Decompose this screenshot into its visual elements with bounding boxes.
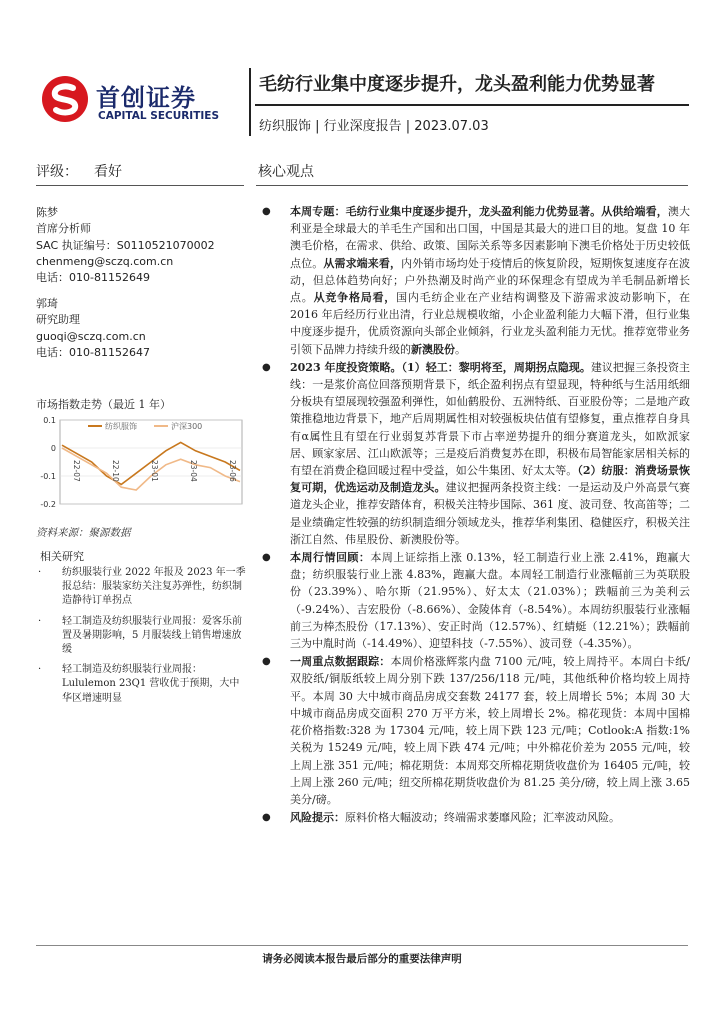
market-chart-title: 市场指数走势（最近 1 年）	[36, 398, 171, 411]
company-logo	[40, 72, 240, 132]
core-point-lead: 本周行情回顾：	[290, 551, 371, 565]
core-point-lead: 本周专题：毛纺行业集中度逐步提升，龙头盈利能力优势显著。从供给端看，	[290, 205, 668, 218]
core-point	[262, 549, 690, 652]
analyst-role: 研究助理	[36, 313, 80, 327]
legend-label: 沪深300	[171, 422, 203, 431]
core-point-text: 建议把握两条投资主线：一是运动及户外高景气赛道龙头企业，推荐安踏体育，积极关注特步国际、361 度、波司登、牧高笛等；二是业绩确定性较强的纺织制造细分领域龙头，推荐华利集团、稳健医疗，积极关注浙江自然、伟星股份、新澳股份等。	[290, 481, 691, 546]
core-point-text: 本周价格涨辉浆内盘 7100 元/吨，较上周持平。本周白卡纸/双胶纸/铜版纸较上周分别下跌 137/256/118 元/吨，其他纸种价格均较上周持平。本周 30 大中城市商品房成交套数 24177 套，较上周增长 5%；本周 30 大中城市商品房成交面积 270 万平方米，较上周增长 2%。棉花现货：本周中国棉花价格指数:328 为 17304 元/吨，较上周下跌 123 元/吨；Cotlook:A 指数:1%关税为 15249 元/吨，较上周下跌 474 元/吨；中外棉花价差为 2055 元/吨，较上周上涨 351 元/吨；棉花期货：本周郑交所棉花期货收盘价为 16405 元/吨，较上周上涨 260 元/吨；纽交所棉花期货收盘价为 81.25 美分/磅，较上周上涨 3.65 美分/磅。	[290, 655, 691, 806]
related-research-item[interactable]: · 轻工制造及纺织服装行业周报：爱客乐前置及暑期影响，5 月服装线上销售增速放缓	[36, 615, 246, 658]
company-name-en: CAPITAL SECURITIES	[98, 110, 220, 122]
core-point-lead: （2）纺服：消费场景恢复可期，优选运动及制造龙头。	[290, 464, 691, 495]
chart-source: 资料来源：聚源数据	[36, 527, 131, 539]
analyst-cert: SAC 执证编号：S0110521070002	[36, 238, 215, 252]
company-name-cn: 首创证券	[96, 84, 196, 112]
core-point-lead: 风险提示：	[290, 811, 345, 825]
company-logo-icon	[40, 74, 90, 124]
report-subtitle: 纺织服饰 | 行业深度报告 | 2023.07.03	[259, 119, 489, 134]
related-research-title: 相关研究	[40, 550, 84, 563]
core-point-lead: 从竞争格局看，	[313, 291, 397, 305]
x-tick-label: 22-07	[72, 460, 81, 482]
section-rule-left	[36, 185, 244, 186]
core-point-text: 国内毛纺企业在产业结构调整及下游需求波动影响下，在 2016 年后经历行业出清，行业总规模收缩，小企业盈利能力大幅下滑，但行业集中度逐步提升，优质资源向头部企业倾斜，行业龙头盈利能力无忧。推荐宽带业务引领下品牌力持续升级的	[290, 291, 691, 356]
core-point	[262, 653, 690, 808]
core-points-list	[262, 203, 690, 827]
core-point-text: 建议把握三条投资主线：一是浆价高位回落预期背景下，纸企盈利拐点有望显现，特种纸与生活用纸细分板块有望展现较强盈利弹性，如仙鹤股份、五洲特纸、百亚股份等；二是地产政策推稳地边背景下，地产后周期属性相对较强板块估值有望修复，重点推荐自身具有α属性且有望在行业弱复苏背景下市占率逆势提升的细分赛道龙头，如欧派家居、顾家家居、江山欧派等；三是疫后消费复苏在即，积极布局智能家居相关标的有望在消费企稳回暖过程中受益，如公牛集团、好太太等。	[290, 360, 690, 478]
core-point	[262, 359, 690, 548]
legal-footer: 请务必阅读本报告最后部分的重要法律声明	[262, 953, 462, 965]
analyst-name: 陈梦	[36, 206, 58, 219]
analyst-card	[36, 296, 150, 361]
x-tick-label: 23-06	[228, 460, 237, 482]
analyst-role: 首席分析师	[36, 222, 91, 236]
core-points-title: 核心观点	[258, 164, 314, 180]
core-point-text: 原料价格大幅波动；终端需求萎靡风险；汇率波动风险。	[345, 811, 620, 825]
analyst-card	[36, 205, 215, 286]
related-research-list	[36, 566, 246, 712]
y-tick-label: 0.1	[43, 416, 56, 425]
rating-label: 评级：	[36, 164, 78, 180]
related-research-item[interactable]: · 纺织服装行业 2022 年报及 2023 年一季报总结：服装家纺关注复苏弹性，纺织制造静待订单拐点	[36, 566, 246, 609]
analyst-email[interactable]: guoqi@sczq.com.cn	[36, 329, 146, 343]
rating	[36, 161, 122, 181]
core-point-text: 本周上证综指上涨 0.13%，轻工制造行业上涨 2.41%，跑赢大盘；纺织服装行业上涨 4.83%，跑赢大盘。本周轻工制造行业涨幅前三为英联股份（23.39%）、哈尔斯（21.95%）、好太太（21.03%）；跌幅前三为美利云（-9.24%）、吉宏股份（-8.66%）、金陵体育（-8.54%）。本周纺织服装行业涨幅前三为棒杰股份（17.13%）、安正时尚（12.57%）、红蜻蜓（12.21%）；跌幅前三为中胤时尚（-14.49%）、迎望科技（-7.55%）、波司登（-4.35%）。	[290, 551, 690, 651]
core-point-lead: 新澳股份	[411, 342, 455, 356]
y-tick-label: -0.1	[40, 472, 56, 481]
analyst-phone: 电话：010-81152647	[36, 345, 150, 359]
core-point-text: 澳大利亚是全球最大的羊毛生产国和出口国，中国是其最大的进口目的地。复盘 10 年澳毛价格，在需求、供给、政策、国际关系等多因素影响下澳毛价格处于历史较低点位。	[290, 205, 691, 270]
legend-label: 纺织服饰	[105, 422, 137, 431]
core-point-lead: 一周重点数据跟踪：	[290, 655, 391, 669]
x-tick-label: 22-10	[111, 460, 120, 482]
x-tick-label: 23-04	[189, 460, 198, 482]
footer-rule	[36, 945, 688, 946]
core-point	[262, 809, 690, 826]
market-index-chart	[36, 412, 248, 520]
analyst-name: 郭琦	[36, 297, 58, 310]
rating-value: 看好	[94, 164, 122, 180]
core-point-lead: 从需求端来看，	[323, 256, 402, 270]
core-point	[262, 203, 690, 358]
core-point-text: 。	[455, 342, 466, 356]
core-point-lead: 2023 年度投资策略。（1）轻工：黎明将至，周期拐点隐现。	[290, 360, 591, 374]
x-tick-label: 23-01	[150, 460, 159, 482]
report-title: 毛纺行业集中度逐步提升，龙头盈利能力优势显著	[259, 74, 655, 95]
y-tick-label: -0.2	[40, 500, 56, 509]
y-tick-label: 0	[50, 444, 56, 453]
header-rule	[255, 104, 689, 106]
analyst-phone: 电话：010-81152649	[36, 271, 150, 285]
section-rule-right	[256, 185, 688, 186]
core-point-text: 内外销市场均处于疫情后的恢复阶段，短期恢复速度存在波动，但总体趋势向好；户外热潮及时尚产业的环保理念有望成为羊毛制品新增长点。	[290, 256, 691, 305]
related-research-item[interactable]: · 轻工制造及纺织服装行业周报：Lululemon 23Q1 营收优于预期，大中华区增速明显	[36, 663, 246, 706]
header-divider	[249, 68, 251, 136]
analyst-email[interactable]: chenmeng@sczq.com.cn	[36, 254, 174, 268]
